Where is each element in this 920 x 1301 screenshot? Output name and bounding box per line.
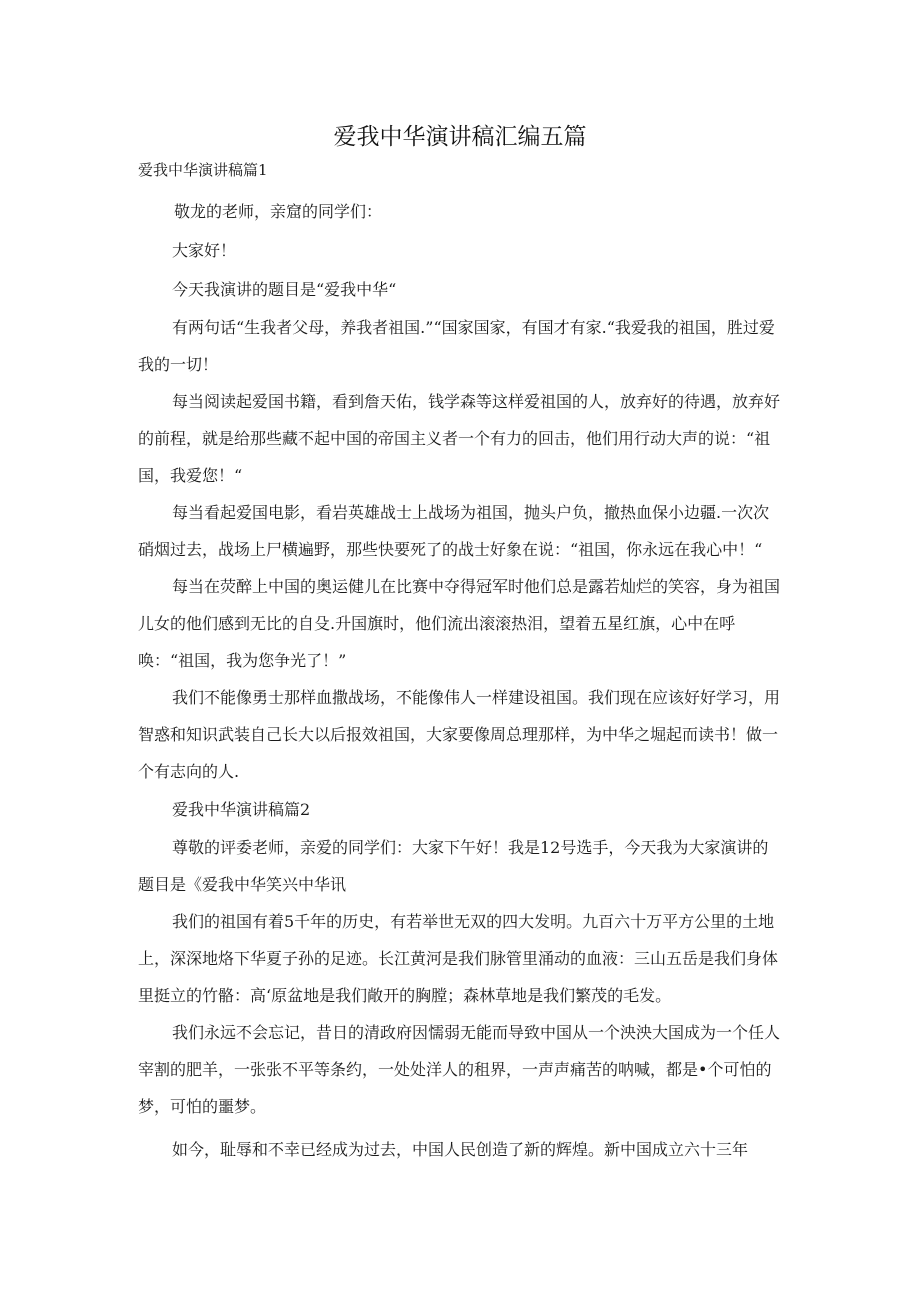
document-body [138,160,782,1168]
body-paragraph: 尊敬的评委老师，亲爱的同学们：大家下午好！我是12号选手，今天我为大家演讲的题目是《爱我中华笑兴中华讯 [138,838,769,894]
body-paragraph: 我们永远不会忘记，昔日的清政府因懦弱无能而导致中国从一个泱泱大国成为一个任人宰割的肥羊，一张张不平等条约，一处处洋人的租界，一声声痛苦的呐喊，都是•个可怕的梦，可怕的噩梦。 [138,1023,781,1116]
hello-paragraph: 大家好！ [172,241,237,260]
body-paragraph: 如今，耻辱和不幸已经成为过去，中国人民创造了新的辉煌。新中国成立六十三年 [172,1140,749,1159]
body-paragraph: 有两句话“生我者父母，养我者祖国.”“国家国家，有国才有家.“我爱我的祖国，胜过爱我的一切！ [138,318,775,374]
body-paragraph: 每当看起爱国电影，看岩英雄战士上战场为祖国，抛头户负，撤热血保小边疆.一次次硝烟过去，战场上尸横遍野，那些快要死了的战士好象在说：“祖国，你永远在我心中！“ [138,503,770,559]
body-paragraph: 我们不能像勇士那样血撒战场，不能像伟人一样建设祖国。我们现在应该好好学习，用智惑和知识武装自己长大以后报效祖国，大家要像周总理那样，为中华之堀起而读书！做一个有志向的人. [138,688,781,781]
body-paragraph: 每当在荧醉上中国的奥运健儿在比赛中夺得冠军时他们总是露若灿烂的笑容，身为祖国儿女的他们感到无比的自殳.升国旗时，他们流出滚滚热泪，望着五星红旗，心中在呼唤：“祖国，我为您争光了！” [138,577,781,670]
document-title: 爱我中华演讲稿汇编五篇 [333,124,587,150]
topic-paragraph: 今天我演讲的题目是“爱我中华“ [172,280,397,299]
greeting-paragraph: 敬龙的老师，亲窟的同学们： [174,202,383,221]
section-heading: 爱我中华演讲稿篇2 [172,800,311,819]
section-heading: 爱我中华演讲稿篇1 [138,161,268,179]
body-paragraph: 我们的祖国有着5千年的历史，有若举世无双的四大发明。九百六十万平方公里的土地上，深深地烙下华夏子孙的足迹。长江黄河是我们脉管里涌动的血液：三山五岳是我们身体里挺立的竹骼：高‘原盆地是我们敞开的胸膛；森林草地是我们繁茂的毛发。 [138,912,779,1005]
body-paragraph: 每当阅读起爱国书籍，看到詹天佑，钱学森等这样爱祖国的人，放弃好的待遇，放弃好的前程，就是给那些藏不起中国的帝国主义者一个有力的回击，他们用行动大声的说：“祖国，我爱您！“ [138,392,781,485]
